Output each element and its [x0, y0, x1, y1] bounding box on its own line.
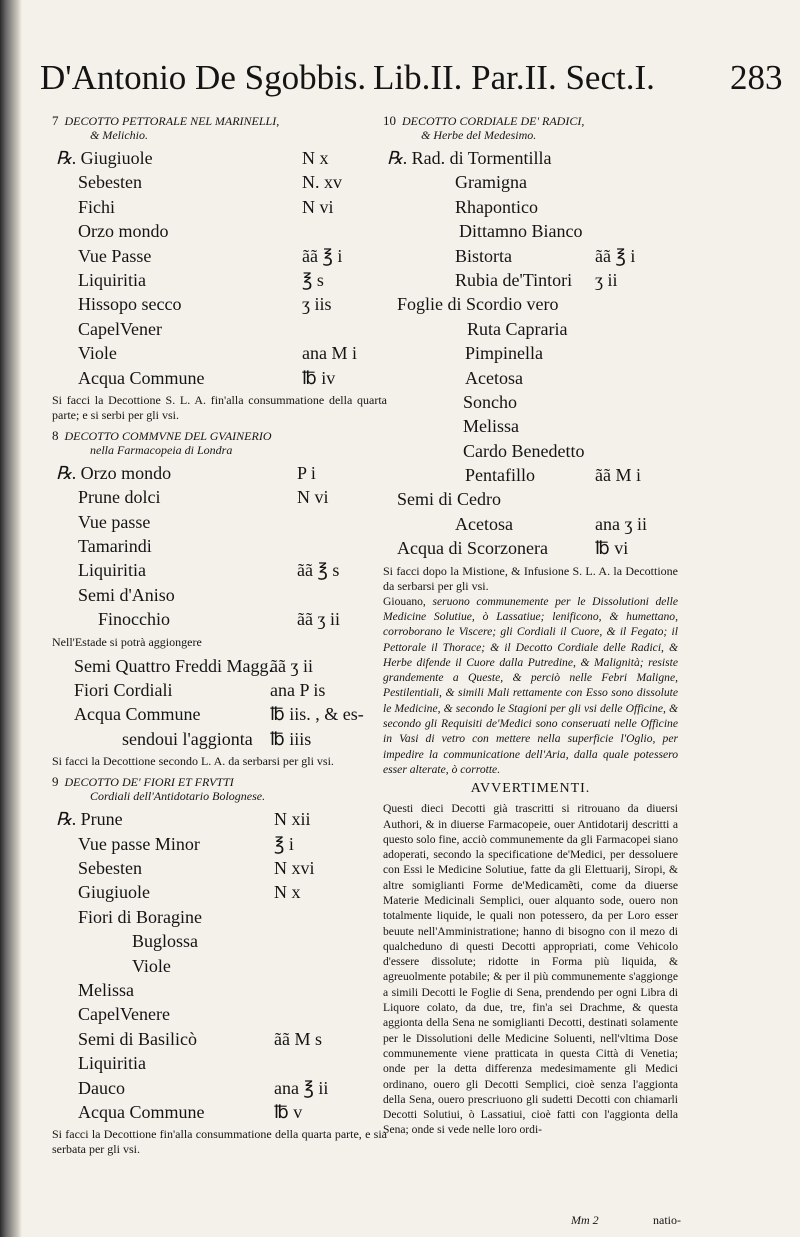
- ingredient-name: [78, 268, 146, 292]
- ingredient-name: [455, 244, 512, 268]
- ingredient-label: Liquiritia: [78, 560, 146, 581]
- left-column: [52, 108, 387, 1157]
- section-subtitle: Cordiali dell'Antidotario Bolognese.: [90, 789, 266, 804]
- ingredient-label: Sebesten: [78, 172, 142, 193]
- ingredient-name: [78, 978, 134, 1002]
- ingredient-row: [52, 654, 387, 678]
- ingredient-row: [383, 292, 678, 316]
- ingredient-name: [78, 534, 152, 558]
- ingredient-label: Pimpinella: [465, 343, 543, 364]
- ingredient-name: [455, 512, 513, 536]
- ingredient-quantity: ʒ ii: [595, 269, 618, 290]
- ingredient-quantity: N vi: [297, 487, 329, 508]
- section-number: 10: [383, 113, 396, 128]
- ingredient-label: Pentafillo: [465, 465, 535, 486]
- ingredient-label: Liquiritia: [78, 1053, 146, 1074]
- ingredient-row: [52, 727, 387, 751]
- ingredient-row: [383, 146, 678, 170]
- ingredient-label: Vue Passe: [78, 245, 152, 266]
- recipe-list-8: [52, 461, 387, 632]
- ingredient-label: Giugiuole: [78, 882, 150, 903]
- recipe-list-9: [52, 807, 387, 1124]
- ingredient-quantity: ana ℥ ii: [274, 1077, 329, 1098]
- ingredient-row: [383, 414, 678, 438]
- ingredient-quantity: ãã ʒ ii: [297, 609, 340, 630]
- ingredient-name: [78, 510, 150, 534]
- ingredient-label: Vue passe: [78, 511, 151, 532]
- ingredient-name: [387, 146, 552, 170]
- ingredient-row: [383, 268, 678, 292]
- ingredient-name: [132, 954, 171, 978]
- ingredient-name: [78, 558, 146, 582]
- section-number: 8: [52, 427, 59, 443]
- ingredient-row: [52, 905, 387, 929]
- ingredient-row: [383, 341, 678, 365]
- ingredient-name: [455, 170, 527, 194]
- ingredient-name: [465, 463, 535, 487]
- ingredient-row: [383, 463, 678, 487]
- ingredient-row: [52, 485, 387, 509]
- ingredient-quantity: ana ʒ ii: [595, 513, 647, 534]
- ingredient-row: [52, 880, 387, 904]
- ingredient-row: [52, 341, 387, 365]
- ingredient-quantity: ãã M i: [595, 465, 641, 486]
- ingredient-row: [52, 170, 387, 194]
- recipe-note: Si facci la Decottione fin'alla consummatione della quarta parte, e sia serbata per gli vsi.: [52, 1127, 387, 1157]
- ingredient-name: [397, 487, 501, 511]
- header-section: Lib.II. Par.II. Sect.I.: [373, 58, 655, 97]
- recipe-list-7: [52, 146, 387, 390]
- ingredient-name: [455, 268, 572, 292]
- section-heading-8: [52, 429, 387, 457]
- ingredient-label: Fichi: [78, 196, 116, 217]
- ingredient-quantity: ãã ʒ ii: [270, 655, 313, 676]
- ingredient-quantity: ana M i: [302, 343, 357, 364]
- ingredient-row: [52, 1002, 387, 1026]
- ingredient-label: Orzo mondo: [80, 462, 172, 483]
- ingredient-label: Melissa: [463, 416, 519, 437]
- ingredient-label: Prune: [80, 809, 123, 830]
- ingredient-quantity: ãã ℥ i: [302, 245, 343, 266]
- ingredient-label: Melissa: [78, 979, 134, 1000]
- ingredient-quantity: N. xv: [302, 172, 342, 193]
- ingredient-label: Acetosa: [455, 513, 513, 534]
- page-number: 283: [730, 58, 783, 97]
- ingredient-name: [78, 1076, 125, 1100]
- ingredient-quantity: P i: [297, 462, 316, 483]
- ingredient-row: [383, 439, 678, 463]
- ingredient-name: [465, 366, 523, 390]
- ingredient-quantity: ʒ iis: [302, 294, 332, 315]
- recipe-list-8-additions: [52, 654, 387, 752]
- uses-lead: Giouano,: [383, 594, 426, 608]
- ingredient-name: [463, 390, 517, 414]
- ingredient-label: Tamarindi: [78, 536, 152, 557]
- ingredient-row: [383, 317, 678, 341]
- uses-text: seruono communemente per le Dissolutioni delle Medicine Solutiue, ò Lassatiue; lenificono, & humettano, corroborano le Viscere; gli Cordiali il Cuore, & il Fegato; il Pettorale il Thorace; & il Decotto Cordiale delle Radici, & Herbe difende il Cuore dalla Putredine, & Malignità; resiste grandemente a Queste, & perciò nelle Febri Maligne, Pestilentiali, & simili Mali rettamente con Esso sono dissolute le Medicine, & secondo le Stagioni per gli vsi delle Officine, & secondo gli Requisiti de'Medici sono conseruati nelle Officine in Vasi di vetro con mettere nella superficie l'Oglio, per impedire la communicatione dell'Aria, dalla quale potessero esser alterate, ò corrotte.: [383, 594, 678, 776]
- ingredient-row: [383, 219, 678, 243]
- running-header: [40, 58, 785, 106]
- section-title: DECOTTO COMMVNE DEL GVAINERIO: [64, 428, 272, 443]
- ingredient-name: [463, 439, 584, 463]
- ingredient-quantity: N x: [302, 148, 329, 168]
- ingredient-row: [52, 1051, 387, 1075]
- ingredient-row: [52, 954, 387, 978]
- page-footer: [571, 1213, 681, 1228]
- page-gutter: [0, 0, 22, 1237]
- ingredient-name: [78, 1100, 204, 1124]
- uses-paragraph: [383, 594, 678, 778]
- ingredient-row: [52, 268, 387, 292]
- ingredient-quantity: ℔ iis. , & es-: [270, 704, 364, 725]
- ingredient-row: [52, 534, 387, 558]
- ingredient-quantity: ℔ v: [274, 1101, 303, 1122]
- ingredient-label: sendoui l'aggionta: [122, 728, 253, 749]
- ingredient-quantity: ℔ iv: [302, 367, 336, 388]
- ingredient-label: Soncho: [463, 391, 517, 412]
- ingredient-name: [78, 583, 175, 607]
- ingredient-label: Vue passe Minor: [78, 833, 200, 854]
- ingredient-name: [78, 219, 168, 243]
- ingredient-row: [52, 1100, 387, 1124]
- ingredient-row: [52, 461, 387, 485]
- ingredient-name: [78, 366, 204, 390]
- ingredient-row: [52, 702, 387, 726]
- ingredient-label: Viole: [132, 955, 171, 976]
- ingredient-name: [78, 832, 200, 856]
- section-title: DECOTTO DE' FIORI ET FRVTTI: [64, 775, 234, 790]
- avvertimenti-heading: AVVERTIMENTI.: [470, 781, 591, 797]
- ingredient-quantity: ãã M s: [274, 1028, 322, 1049]
- ingredient-label: Acqua Commune: [78, 1101, 205, 1122]
- ingredient-label: Gramigna: [455, 172, 527, 193]
- ingredient-row: [52, 510, 387, 534]
- ingredient-row: [52, 583, 387, 607]
- ingredient-quantity: ãã ℥ i: [595, 245, 636, 266]
- ingredient-name: [78, 880, 150, 904]
- ingredient-name: [78, 341, 117, 365]
- ingredient-name: [98, 607, 170, 631]
- ingredient-row: [52, 195, 387, 219]
- recipe-note: Si facci la Decottione secondo L. A. da serbarsi per gli vsi.: [52, 754, 334, 769]
- section-subtitle: nella Farmacopeia di Londra: [90, 442, 233, 457]
- ingredient-name: [78, 170, 142, 194]
- ingredient-name: [459, 219, 582, 243]
- ingredient-label: Fiori di Boragine: [78, 906, 202, 927]
- ingredient-name: [74, 654, 273, 678]
- ingredient-quantity: ℔ iiis: [270, 728, 312, 749]
- ingredient-label: CapelVener: [78, 318, 162, 339]
- ingredient-label: Fiori Cordiali: [74, 680, 173, 701]
- ingredient-label: Finocchio: [98, 609, 170, 630]
- ingredient-label: Sebesten: [78, 857, 142, 878]
- recipe-symbol: ℞.: [56, 809, 77, 830]
- ingredient-quantity: ãã ℥ s: [297, 560, 340, 581]
- right-column: [383, 108, 678, 1138]
- ingredient-name: [467, 317, 567, 341]
- recipe-list-10: [383, 146, 678, 561]
- ingredient-quantity: N x: [274, 882, 301, 903]
- ingredient-name: [78, 1002, 170, 1026]
- ingredient-name: [78, 856, 142, 880]
- ingredient-row: [383, 536, 678, 560]
- ingredient-row: [52, 146, 387, 170]
- ingredient-label: Semi Quattro Freddi Magg.: [74, 655, 273, 676]
- ingredient-label: Acqua di Scorzonera: [397, 538, 548, 559]
- section-title: DECOTTO CORDIALE DE' RADICI,: [402, 114, 585, 128]
- ingredient-name: [455, 195, 538, 219]
- recipe-note: Si facci la Decottione S. L. A. fin'alla consummatione della quarta parte; e si serbi per gli vsi.: [52, 392, 387, 422]
- ingredient-label: Foglie di Scordio vero: [397, 294, 559, 315]
- ingredient-label: Semi d'Aniso: [78, 584, 175, 605]
- ingredient-row: [52, 832, 387, 856]
- ingredient-name: [463, 414, 519, 438]
- ingredient-row: [52, 607, 387, 631]
- ingredient-label: Rhapontico: [455, 196, 538, 217]
- ingredient-name: [78, 195, 115, 219]
- ingredient-name: [74, 678, 173, 702]
- ingredient-name: [78, 244, 151, 268]
- ingredient-label: Bistorta: [455, 245, 512, 266]
- ingredient-label: Acqua Commune: [74, 704, 201, 725]
- ingredient-label: Dauco: [78, 1077, 125, 1098]
- ingredient-quantity: ℥ s: [302, 269, 324, 290]
- section-subtitle: & Melichio.: [90, 128, 148, 142]
- ingredient-label: Rad. di Tormentilla: [411, 148, 552, 168]
- ingredient-label: Acetosa: [465, 367, 523, 388]
- ingredient-row: [52, 244, 387, 268]
- ingredient-row: [52, 366, 387, 390]
- ingredient-label: CapelVenere: [78, 1004, 170, 1025]
- ingredient-row: [383, 390, 678, 414]
- ingredient-name: [397, 292, 558, 316]
- ingredient-row: [52, 317, 387, 341]
- ingredient-row: [52, 929, 387, 953]
- ingredient-name: [78, 317, 162, 341]
- ingredient-label: Semi di Basilicò: [78, 1028, 197, 1049]
- ingredient-name: [56, 146, 153, 170]
- ingredient-name: [132, 929, 198, 953]
- ingredient-name: [78, 905, 202, 929]
- ingredient-label: Ruta Capraria: [467, 318, 568, 339]
- ingredient-row: [52, 856, 387, 880]
- ingredient-row: [52, 219, 387, 243]
- ingredient-quantity: ℥ i: [274, 833, 294, 854]
- ingredient-quantity: N xii: [274, 809, 311, 830]
- ingredient-label: Orzo mondo: [78, 221, 169, 242]
- signature-mark: Mm 2: [571, 1213, 599, 1227]
- ingredient-row: [52, 807, 387, 831]
- avvertimenti-paragraph: Questi dieci Decotti già trascritti si ritrouano da diuersi Authori, & in diuerse Farmacopeie, ouer Antidotarij descritti a questo solo fine, acciò communemente da gli Farmacopei siano adoperati, secondo la specificatione de'Medici, per dessoluere con Essi le Medicine Solutiue, fatte da gli Elettuarij, Siropi, & altre somiglianti Forme de'Medicamẽti, come da diuerse Materie Medicinali Semplici, ouer alquanto sode, ouero non totalmente liquide, le quali non potessero, da per Loro esser beuute nell'Amministratione; hanno di bisogno con il mezo di qualcheduno di questi Decotti appropriati, come Vehicolo d'essere dissolute; ridotte in Forma più liquida, & agreuolmente potabile; & per il più communemente s'aggionge a simili Decotti le Foglie di Sena, prendendo per ogni Libra di Liquore colato, da due, tre, fin'a sei Drachme, & questa aggionta della Sena ne somiglianti Decotti, destinati solamente per le Dissolutioni delle Medicine Soluenti, nell'vltima Dose communemente viene pratticata in questa Città di Venetia; onde per la detta differenza medesimamente gli Medici ordinano, ouero gli Decotti Semplici, cioè senza l'aggionta della Sena, ouero prescriuono gli sudetti Decotti con chiamarli Decotti Solutiui, ò Lassatiui, cioè fatti con l'aggionta della Sena; onde si vede nelle loro ordi-: [383, 802, 678, 1137]
- ingredient-label: Semi di Cedro: [397, 489, 501, 510]
- ingredient-label: Buglossa: [132, 931, 199, 952]
- ingredient-label: Rubia de'Tintori: [455, 269, 573, 290]
- ingredient-quantity: N vi: [302, 196, 334, 217]
- ingredient-label: Hissopo secco: [78, 294, 182, 315]
- recipe-symbol: ℞.: [56, 462, 77, 483]
- ingredient-row: [52, 558, 387, 582]
- ingredient-quantity: N xvi: [274, 857, 315, 878]
- ingredient-name: [122, 727, 253, 751]
- ingredient-name: [56, 807, 123, 831]
- section-heading-9: [52, 775, 387, 803]
- section-title: DECOTTO PETTORALE NEL MARINELLI,: [64, 114, 280, 128]
- ingredient-name: [56, 461, 171, 485]
- section-heading-7: [52, 114, 387, 142]
- ingredient-row: [383, 366, 678, 390]
- header-author: D'Antonio De Sgobbis.: [40, 58, 367, 97]
- ingredient-name: [78, 292, 181, 316]
- ingredient-name: [74, 702, 200, 726]
- ingredient-label: Prune dolci: [78, 487, 161, 508]
- ingredient-name: [78, 1051, 146, 1075]
- ingredient-label: Liquiritia: [78, 269, 146, 290]
- section-number: 9: [52, 774, 59, 790]
- ingredient-row: [383, 170, 678, 194]
- ingredient-row: [52, 1027, 387, 1051]
- recipe-note: Si facci dopo la Mistione, & Infusione S. L. A. la Decottione da serbarsi per gli vsi.: [383, 563, 678, 593]
- catchword: natio-: [653, 1213, 681, 1227]
- ingredient-label: Giugiuole: [80, 148, 153, 168]
- ingredient-row: [52, 1076, 387, 1100]
- ingredient-name: [78, 1027, 197, 1051]
- ingredient-name: [78, 485, 161, 509]
- recipe-symbol: ℞.: [387, 148, 408, 168]
- ingredient-quantity: ℔ vi: [595, 538, 629, 559]
- section-heading-10: [383, 114, 678, 142]
- ingredient-row: [383, 512, 678, 536]
- ingredient-row: [383, 195, 678, 219]
- ingredient-label: Dittamno Bianco: [459, 221, 583, 242]
- ingredient-row: [383, 244, 678, 268]
- ingredient-row: [52, 678, 387, 702]
- recipe-symbol: ℞.: [56, 148, 77, 168]
- recipe-note: Nell'Estade si potrà aggiongere: [52, 634, 202, 649]
- ingredient-name: [397, 536, 548, 560]
- ingredient-row: [52, 978, 387, 1002]
- ingredient-label: Viole: [78, 343, 117, 364]
- ingredient-row: [52, 292, 387, 316]
- section-number: 7: [52, 113, 59, 128]
- ingredient-name: [465, 341, 543, 365]
- ingredient-row: [383, 487, 678, 511]
- ingredient-quantity: ana P is: [270, 680, 326, 701]
- ingredient-label: Acqua Commune: [78, 367, 205, 388]
- ingredient-label: Cardo Benedetto: [463, 440, 585, 461]
- section-subtitle: & Herbe del Medesimo.: [421, 128, 537, 142]
